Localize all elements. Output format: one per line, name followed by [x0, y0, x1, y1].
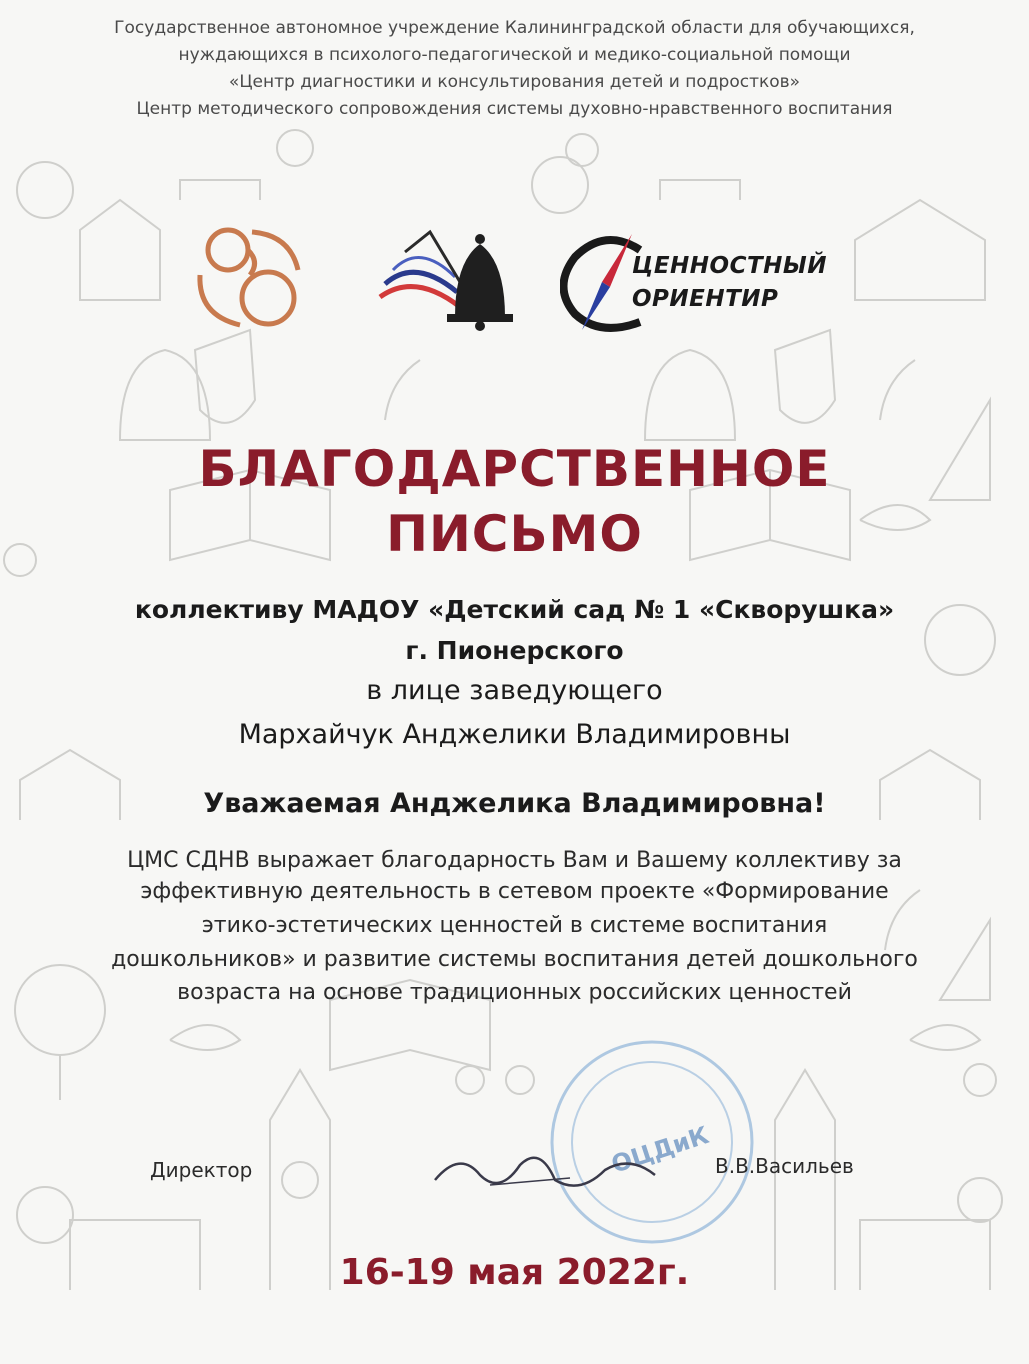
people-circle-icon — [190, 220, 305, 335]
handwritten-signature — [430, 1140, 660, 1200]
body-line-1: ЦМС СДНВ выражает благодарность Вам и Вашему коллективу за — [127, 848, 902, 873]
recipient-line-3: в лице заведующего — [366, 675, 663, 706]
signature-name: В.В.Васильев — [715, 1154, 854, 1178]
body-line-2: эффективную деятельность в сетевом проекте «Формирование — [140, 879, 889, 904]
signature-role: Директор — [150, 1158, 253, 1182]
body-line-3: этико-эстетических ценностей в системе воспитания — [201, 913, 828, 938]
header-line-3: «Центр диагностики и консультирования детей и подростков» — [228, 72, 801, 92]
book-bell-icon — [375, 222, 525, 332]
document-title-line-2: ПИСЬМО — [386, 505, 643, 563]
header-line-1: Государственное автономное учреждение Калининградской области для обучающихся, — [114, 18, 915, 38]
header-line-2: нуждающихся в психолого-педагогической и медико-социальной помощи — [178, 45, 851, 65]
recipient-name: Мархайчук Анджелики Владимировны — [238, 719, 791, 750]
document-title-line-1: БЛАГОДАРСТВЕННОЕ — [198, 440, 831, 498]
recipient-line-1: коллективу МАДОУ «Детский сад № 1 «Скворушка» — [134, 595, 895, 624]
event-date: 16-19 мая 2022г. — [339, 1252, 690, 1293]
compass-icon — [560, 232, 650, 332]
body-line-5: возраста на основе традиционных российских ценностей — [177, 980, 852, 1005]
recipient-line-2: г. Пионерского — [405, 636, 624, 665]
logo-title-line-1: ЦЕННОСТНЫЙ — [632, 253, 827, 279]
logo-title-line-2: ОРИЕНТИР — [632, 286, 779, 312]
svg-text:ОЦДиК: ОЦДиК — [607, 1121, 713, 1179]
greeting: Уважаемая Анджелика Владимировна! — [203, 788, 826, 819]
body-line-4: дошкольников» и развитие системы воспитания детей дошкольного — [111, 947, 918, 972]
header-line-4: Центр методического сопровождения системы духовно-нравственного воспитания — [136, 99, 893, 119]
